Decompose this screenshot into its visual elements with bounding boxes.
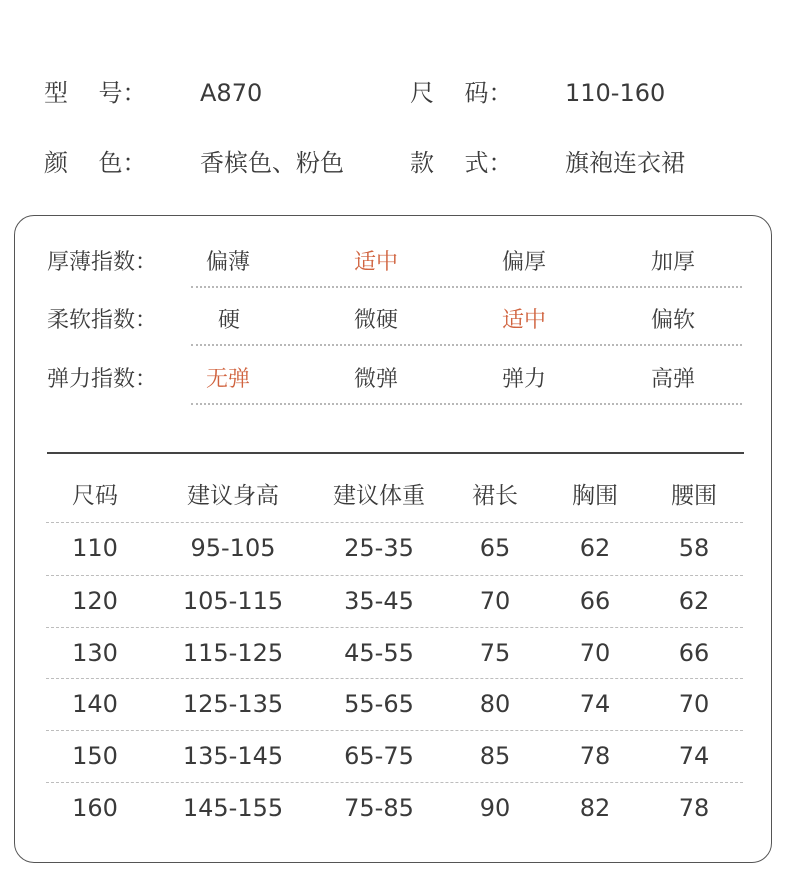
index-label: 柔软指数：	[47, 308, 158, 333]
table-cell: 85	[479, 742, 511, 770]
index-row-thickness	[15, 238, 773, 294]
table-cell: 82	[579, 794, 611, 822]
table-header-cell: 胸围	[572, 483, 618, 509]
index-option: 弹力	[502, 367, 547, 392]
table-cell: 70	[479, 587, 511, 615]
table-cell: 135-145	[182, 742, 284, 770]
color-label: 颜 色：	[44, 149, 147, 177]
table-cell: 75	[479, 639, 511, 667]
table-cell: 75-85	[344, 794, 414, 822]
index-option: 加厚	[651, 250, 696, 275]
index-label: 厚薄指数：	[47, 250, 158, 275]
table-row	[46, 782, 743, 834]
table-cell: 130	[72, 639, 118, 667]
table-cell: 78	[678, 794, 710, 822]
table-cell: 45-55	[344, 639, 414, 667]
table-cell: 150	[72, 742, 118, 770]
index-option-selected: 无弹	[206, 367, 251, 392]
table-cell: 120	[72, 587, 118, 615]
table-cell: 65	[479, 534, 511, 562]
table-cell: 55-65	[344, 690, 414, 718]
index-option: 高弹	[651, 367, 696, 392]
table-row	[46, 522, 743, 574]
index-option-selected: 适中	[502, 308, 547, 333]
index-option: 偏薄	[206, 250, 251, 275]
size-table-header	[46, 470, 743, 522]
table-row	[46, 730, 743, 782]
spec-card	[14, 215, 772, 863]
table-cell: 70	[678, 690, 710, 718]
table-cell: 78	[579, 742, 611, 770]
table-cell: 80	[479, 690, 511, 718]
table-cell: 105-115	[182, 587, 284, 615]
table-cell: 65-75	[344, 742, 414, 770]
index-option: 微硬	[354, 308, 399, 333]
dotted-underline	[191, 344, 742, 346]
table-header-cell: 尺码	[72, 483, 118, 509]
table-cell: 125-135	[182, 690, 284, 718]
color-value: 香槟色、粉色	[200, 149, 344, 177]
table-cell: 115-125	[182, 639, 284, 667]
index-row-softness	[15, 296, 773, 352]
table-header-cell: 建议身高	[187, 483, 279, 509]
table-cell: 58	[678, 534, 710, 562]
table-cell: 35-45	[344, 587, 414, 615]
table-cell: 90	[479, 794, 511, 822]
table-cell: 62	[678, 587, 710, 615]
section-divider	[47, 452, 744, 454]
table-cell: 70	[579, 639, 611, 667]
table-cell: 145-155	[182, 794, 284, 822]
index-row-elasticity	[15, 355, 773, 411]
table-cell: 66	[579, 587, 611, 615]
size-value: 110-160	[565, 79, 666, 107]
index-label: 弹力指数：	[47, 367, 158, 392]
table-header-cell: 腰围	[671, 483, 717, 509]
model-label: 型 号：	[44, 79, 147, 107]
index-option: 微弹	[354, 367, 399, 392]
index-option: 硬	[218, 308, 241, 333]
info-row-model-size	[0, 73, 790, 113]
table-row	[46, 627, 743, 679]
dotted-underline	[191, 403, 742, 405]
table-cell: 140	[72, 690, 118, 718]
table-cell: 62	[579, 534, 611, 562]
style-value: 旗袍连衣裙	[565, 149, 685, 177]
table-cell: 110	[72, 534, 118, 562]
table-row	[46, 575, 743, 627]
table-cell: 25-35	[344, 534, 414, 562]
size-label: 尺 码：	[410, 79, 513, 107]
index-option: 偏厚	[502, 250, 547, 275]
table-header-cell: 裙长	[472, 483, 518, 509]
index-option-selected: 适中	[354, 250, 399, 275]
table-header-cell: 建议体重	[333, 483, 425, 509]
model-value: A870	[200, 79, 263, 107]
style-label: 款 式：	[410, 149, 513, 177]
table-cell: 74	[579, 690, 611, 718]
dotted-underline	[191, 286, 742, 288]
info-row-color-style	[0, 143, 790, 183]
table-cell: 95-105	[190, 534, 276, 562]
table-cell: 74	[678, 742, 710, 770]
table-cell: 66	[678, 639, 710, 667]
table-row	[46, 678, 743, 730]
index-option: 偏软	[651, 308, 696, 333]
table-cell: 160	[72, 794, 118, 822]
